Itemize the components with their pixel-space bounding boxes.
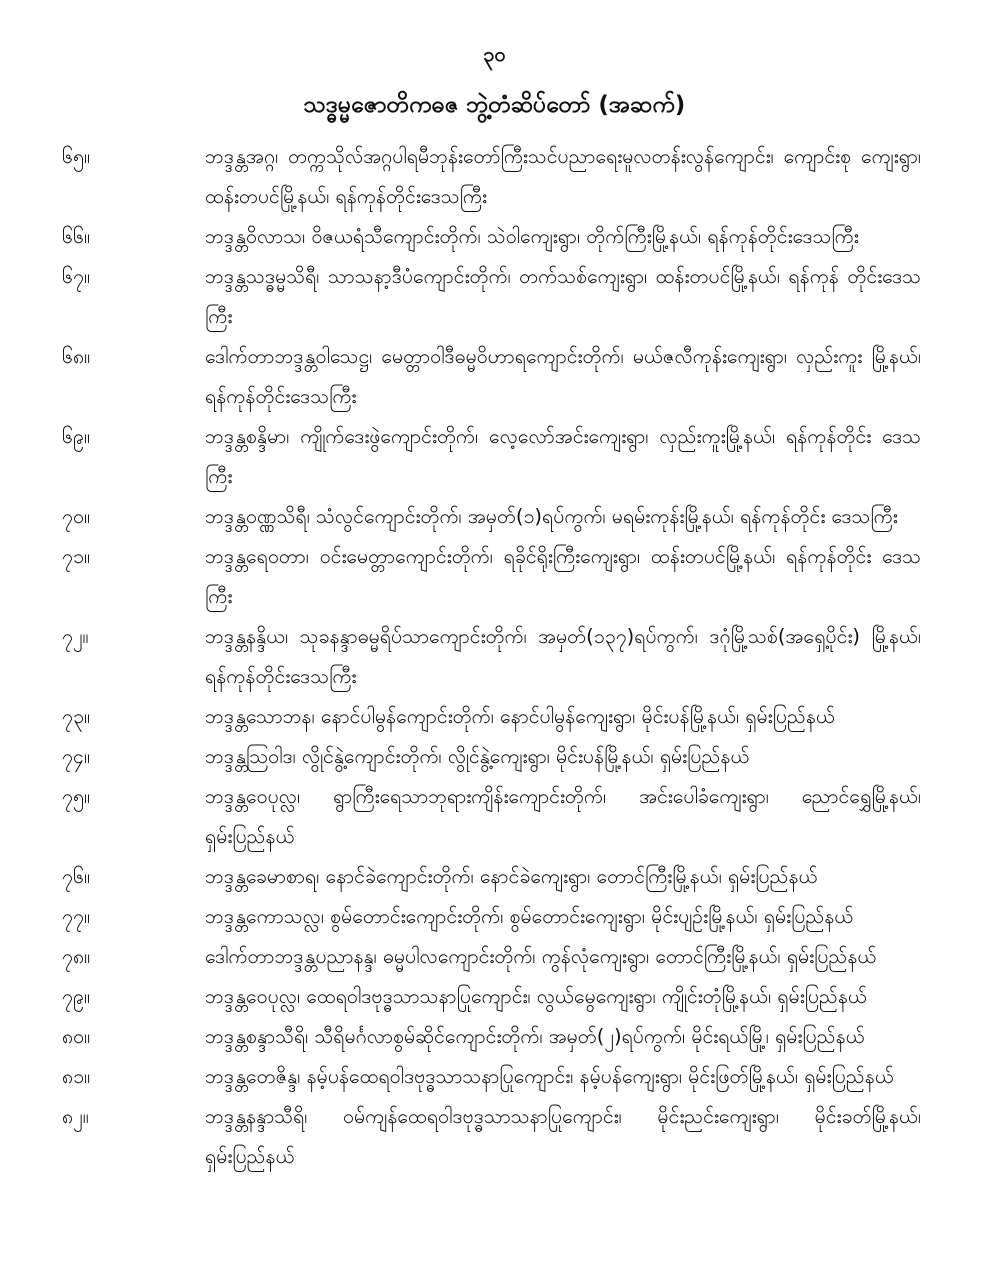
item-text: ဘဒ္ဒန္တဝေပုလ္လ၊ ထေရဝါဒဗုဒ္ဓသာသနာပြုကျောင်း၊ လွယ်မွေကျေးရွာ၊ ကျိုင်းတုံမြို့နယ်၊ ရှမ်းပြည်နယ် xyxy=(205,984,867,1008)
list-item xyxy=(0,697,989,737)
item-number: ၆၉။ xyxy=(62,424,90,448)
item-text: ဘဒ္ဒန္တတေဇိန္ဒ၊ နမ့်ပန်ထေရဝါဒဗုဒ္ဓသာသနာပြုကျောင်း၊ နမ့်ပန်ကျေးရွာ၊ မိုင်းဖြတ်မြို့နယ်၊ ရှမ်းပြည်နယ် xyxy=(205,1064,894,1088)
item-text: ဘဒ္ဒန္တသောဘန၊ နောင်ပါမွန်ကျောင်းတိုက်၊ နောင်ပါမွန်ကျေးရွာ၊ မိုင်းပန်မြို့နယ်၊ ရှမ်းပြည်နယ် xyxy=(205,704,835,728)
list-item xyxy=(0,497,989,537)
item-number: ၇၃။ xyxy=(62,704,90,728)
list-item xyxy=(0,777,989,857)
item-text: ဘဒ္ဒန္တကောသလ္လ၊ စွမ်တောင်းကျောင်းတိုက်၊ စွမ်တောင်းကျေးရွာ၊ မိုင်းပျဉ်းမြို့နယ်၊ ရှမ်းပြည်နယ် xyxy=(205,904,854,928)
list-item xyxy=(0,337,989,417)
page-number: ၃၀ xyxy=(483,42,506,66)
item-number: ၇၁။ xyxy=(62,544,90,568)
list-item xyxy=(0,857,989,897)
list-item xyxy=(0,737,989,777)
item-number: ၈၀။ xyxy=(62,1024,91,1048)
list-item xyxy=(0,257,989,337)
list-item xyxy=(0,1057,989,1097)
item-number: ၆၇။ xyxy=(62,264,90,288)
list-item xyxy=(0,537,989,617)
list-item xyxy=(0,137,989,217)
item-number: ၇၂။ xyxy=(62,624,89,648)
item-text: ဒေါက်တာဘဒ္ဒန္တပညာနန္ဒ၊ ဓမ္မပါလကျောင်းတိုက်၊ ကွန်လုံကျေးရွာ၊ တောင်ကြီးမြို့နယ်၊ ရှမ်းပြည်နယ် xyxy=(205,944,877,968)
list-item xyxy=(0,937,989,977)
item-number: ၆၈။ xyxy=(62,344,91,368)
item-number: ၈၁။ xyxy=(62,1064,91,1088)
list-item xyxy=(0,977,989,1017)
list-item xyxy=(0,417,989,497)
item-text: ဘဒ္ဒန္တဝေပုလ္လ၊ ရွာကြီးရေသာဘုရားကျိန်းကျောင်းတိုက်၊ အင်းပေါခံကျေးရွာ၊ ညောင်ရွှေမြို့နယ်၊ ရှမ်းပြည်နယ် xyxy=(205,784,921,848)
item-text: ဘဒ္ဒန္တခေမာစာရ၊ နောင်ခဲကျောင်းတိုက်၊ နောင်ခဲကျေးရွာ၊ တောင်ကြီးမြို့နယ်၊ ရှမ်းပြည်နယ် xyxy=(205,864,818,888)
item-number: ၇၄။ xyxy=(62,744,90,768)
list-item xyxy=(0,617,989,697)
item-text: ဘဒ္ဒန္တနန္ဒိယ၊ သုခနန္ဒာဓမ္မရိပ်သာကျောင်းတိုက်၊ အမှတ်(၁၃၇)ရပ်ကွက်၊ ဒဂုံမြို့သစ်(အရှေ့ပိုင်း) မြို့နယ်၊ ရန်ကုန်တိုင်းဒေသကြီး xyxy=(205,624,921,688)
item-number: ၈၂။ xyxy=(62,1104,89,1128)
item-text: ဘဒ္ဒန္တစန္ဒာသီရိ၊ သီရိမင်္ဂလာစွမ်ဆိုင်ကျောင်းတိုက်၊ အမှတ်(၂)ရပ်ကွက်၊ မိုင်းရယ်မြို့၊ ရှမ်းပြည်နယ် xyxy=(205,1024,865,1048)
item-text: ဘဒ္ဒန္တစန္ဒိမာ၊ ကျိုက်ဒေးဖွဲကျောင်းတိုက်၊ လေ့လော်အင်းကျေးရွာ၊ လှည်းကူးမြို့နယ်၊ ရန်ကုန်တိုင်း ဒေသကြီး xyxy=(205,424,921,488)
item-text: ဘဒ္ဒန္တဩဝါဒ၊ လွိုင်နွဲ့ကျောင်းတိုက်၊ လွိုင်နွဲ့ကျေးရွာ၊ မိုင်းပန်မြို့နယ်၊ ရှမ်းပြည်နယ် xyxy=(205,744,750,768)
item-number: ၇၅။ xyxy=(62,784,90,808)
item-number: ၇၀။ xyxy=(62,504,90,528)
list-item xyxy=(0,1097,989,1177)
list-item xyxy=(0,897,989,937)
item-text: ဘဒ္ဒန္တအဂ္ဂ၊ တက္ကသိုလ်အဂ္ဂပါရမီဘုန်းတော်ကြီးသင်ပညာရေးမူလတန်းလွန်ကျောင်း၊ ကျောင်းစု ကျေးရွာ၊ ထန်းတပင်မြို့နယ်၊ ရန်ကုန်တိုင်းဒေသကြီး xyxy=(205,144,921,208)
item-text: ဘဒ္ဒန္တဝဏ္ဏသိရီ၊ သံလွင်ကျောင်းတိုက်၊ အမှတ်(၁)ရပ်ကွက်၊ မရမ်းကုန်းမြို့နယ်၊ ရန်ကုန်တိုင်း ဒေသကြီး xyxy=(205,504,898,528)
item-number: ၇၇။ xyxy=(62,904,90,928)
list-item xyxy=(0,1017,989,1057)
item-number: ၆၅။ xyxy=(62,144,90,168)
item-number: ၆၆။ xyxy=(62,224,90,248)
award-entry-list xyxy=(0,137,989,1177)
list-item xyxy=(0,217,989,257)
item-text: ဒေါက်တာဘဒ္ဒန္တဝါသေဋ္ဌ၊ မေတ္တာဝါဒီဓမ္မဝိဟာရကျောင်းတိုက်၊ မယ်ဇလီကုန်းကျေးရွာ၊ လှည်းကူး မြို့နယ်၊ ရန်ကုန်တိုင်းဒေသကြီး xyxy=(205,344,921,408)
item-text: ဘဒ္ဒန္တဝိလာသ၊ ဝိဇယရံသီကျောင်းတိုက်၊ သဲဝါကျေးရွာ၊ တိုက်ကြီးမြို့နယ်၊ ရန်ကုန်တိုင်းဒေသကြီး xyxy=(205,224,859,248)
item-number: ၇၆။ xyxy=(62,864,90,888)
item-text: ဘဒ္ဒန္တနန္ဒာသီရိ၊ ဝမ်ကျန်ထေရဝါဒဗုဒ္ဓသာသနာပြုကျောင်း၊ မိုင်းညင်းကျေးရွာ၊ မိုင်းခတ်မြို့နယ်၊ ရှမ်းပြည်နယ် xyxy=(205,1104,921,1168)
item-text: ဘဒ္ဒန္တသဒ္ဓမ္မသိရီ၊ သာသနာ့ဒီပံကျောင်းတိုက်၊ တက်သစ်ကျေးရွာ၊ ထန်းတပင်မြို့နယ်၊ ရန်ကုန် တိုင်းဒေသကြီး xyxy=(205,264,921,328)
item-number: ၇၉။ xyxy=(62,984,90,1008)
item-text: ဘဒ္ဒန္တရေဝတာ၊ ဝင်းမေတ္တာကျောင်းတိုက်၊ ရခိုင်ရိုးကြီးကျေးရွာ၊ ထန်းတပင်မြို့နယ်၊ ရန်ကုန်တိုင်း ဒေသကြီး xyxy=(205,544,921,608)
item-number: ၇၈။ xyxy=(62,944,91,968)
page-title: သဒ္ဓမ္မဇောတိကဓဇ ဘွဲ့တံဆိပ်တော် (အဆက်) xyxy=(303,92,686,118)
